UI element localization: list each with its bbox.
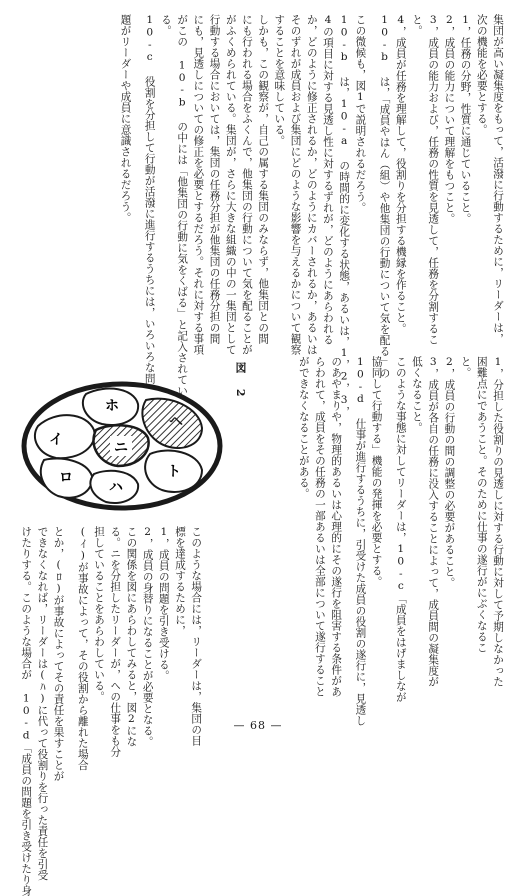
label-ho: ホ <box>105 398 119 414</box>
text-line: 集団が高い凝集度をもって，活潑に行動するために，リーダーは， <box>492 14 504 344</box>
text-line: 3，成員が各自の任務に没入することによって，成員間の凝集度が <box>427 356 440 688</box>
text-line: 10-d 仕事が進行するうちに，引受けた成員の役割の遂行に，見透し <box>354 356 367 726</box>
text-line: のあやまりや，物理的あるいは心理的にその遂行を阻害する条件があ <box>330 356 343 697</box>
text-line: と。 <box>459 356 472 378</box>
text-line: にも行われる場合をふくんで，他集団の行動について気を配ることが <box>240 14 253 355</box>
label-to: ト <box>167 464 181 480</box>
text-line: 協同して行動する」機能の発揮を必要とする。 <box>370 356 383 587</box>
text-line: 1，任務の分野，性質に通じていること。 <box>459 14 472 225</box>
text-line: することを意味している。 <box>273 14 286 146</box>
text-line: できなくなれば，リーダーは(ﾊ)に代って役割りを行った責任を引受 <box>36 526 49 881</box>
text-line: 題がリーダーや成員に意識されるだろう。 <box>119 14 132 223</box>
text-line: 10-c 役割を分担して行動が活潑に進行するうちには，いろいろな問 <box>143 14 156 384</box>
text-line: と。 <box>410 14 423 36</box>
label-i: イ <box>49 432 63 448</box>
text-line: 10-b は，10-a の時間的に変化する状態，あるいは，1，2，3， <box>338 14 351 418</box>
text-line: この微候も，図1で説明されるだろう。 <box>354 14 367 214</box>
text-line: 低くなること。 <box>410 356 423 433</box>
text-line: このような事態に対してリーダーは，10-c「成員をはげましなが <box>394 356 407 703</box>
text-line: がふくめられている。集団が，さらに大きな組織の中の一集団として <box>224 14 237 355</box>
region-i <box>35 415 95 458</box>
text-line: か，どのように修正されるか，どのようにカバーされるか，あるいは <box>305 14 318 355</box>
text-line: る。 <box>159 14 172 36</box>
text-line: にも，見透しについての修正を必要とするだろう。それに対する事項 <box>192 14 205 355</box>
lower-left-text-block <box>18 526 204 896</box>
figure-2 <box>16 356 248 526</box>
text-line: 10-b は，「成員やはん（組）や他集団の行動について気を配る」の <box>378 14 391 379</box>
text-line: 2，成員の身替りになることが必要となる。 <box>141 526 154 748</box>
text-line: けたりする。このような場合が 10-d「成員の問題を引き受けたり身 <box>20 526 33 896</box>
text-line: 1，分担した役割りの見透しに対する行動に対して予期しなかった <box>492 356 504 688</box>
text-line: ができなくなることがある。 <box>297 356 310 499</box>
text-line: 担していることをあらわしている。 <box>93 526 106 702</box>
label-he: ヘ <box>169 414 183 430</box>
text-line: しかも，この観察が，自己の属する集団のみならず，他集団との間 <box>257 14 270 344</box>
text-line: このような場合には，リーダーは，集団の目 <box>190 526 203 746</box>
label-ro: ロ <box>59 470 73 486</box>
text-line: 2，成員の能力について理解をもつこと。 <box>443 14 456 225</box>
text-line: 行動する場合においては，集団の任務分担が他集団の任務分担の間 <box>208 14 221 344</box>
text-line: 1，成員の問題を引き受ける。 <box>157 526 170 682</box>
page-number: — 68 — <box>233 719 283 732</box>
text-line: らわれて，成員をその任務の一部あるいは全部について遂行すること <box>313 356 326 697</box>
text-line: 3，成員の能力および，任務の性質を見透して，任務を分割するこ <box>427 14 440 346</box>
text-line: 2，成員の行動の間の調整の必要があること。 <box>443 356 456 589</box>
text-line: とか，(ﾛ)が事故によってその責任を果すことが <box>52 526 65 782</box>
text-line: 標を達成するために， <box>174 526 187 636</box>
figure-caption: 図 2 <box>234 362 247 403</box>
text-line: 次の機能を必要とする。 <box>475 14 488 135</box>
text-line: そのずれが成員および集団にどのような影響を与えるかについて観察 <box>289 14 302 355</box>
lower-right-text-block <box>296 356 506 726</box>
label-ha: ハ <box>109 480 123 496</box>
text-line: 困難点にであうこと。そのために仕事の遂行がにぶくなるこ <box>475 356 488 653</box>
text-line: がこの 10-b の中には「他集団の行動に気をくばる」と記入されてい <box>176 14 189 397</box>
text-line: この関係を図にあらわしてみると，図2にな <box>125 526 138 748</box>
text-line: 4の項目に対する見透し性に対するずれが，どのようにあらわれる <box>321 14 334 346</box>
text-line: (ｲ)が事故によって，その役割から離れた場合 <box>76 526 89 771</box>
label-ni: ニ <box>114 440 128 456</box>
text-line: 4，成員が任務を理解して，役割りを分担する機縁を作ること。 <box>394 14 407 335</box>
figure-2-diagram <box>16 374 228 524</box>
text-line: る。ニを分担したリーダーが，ヘの仕事をも分 <box>109 526 122 757</box>
